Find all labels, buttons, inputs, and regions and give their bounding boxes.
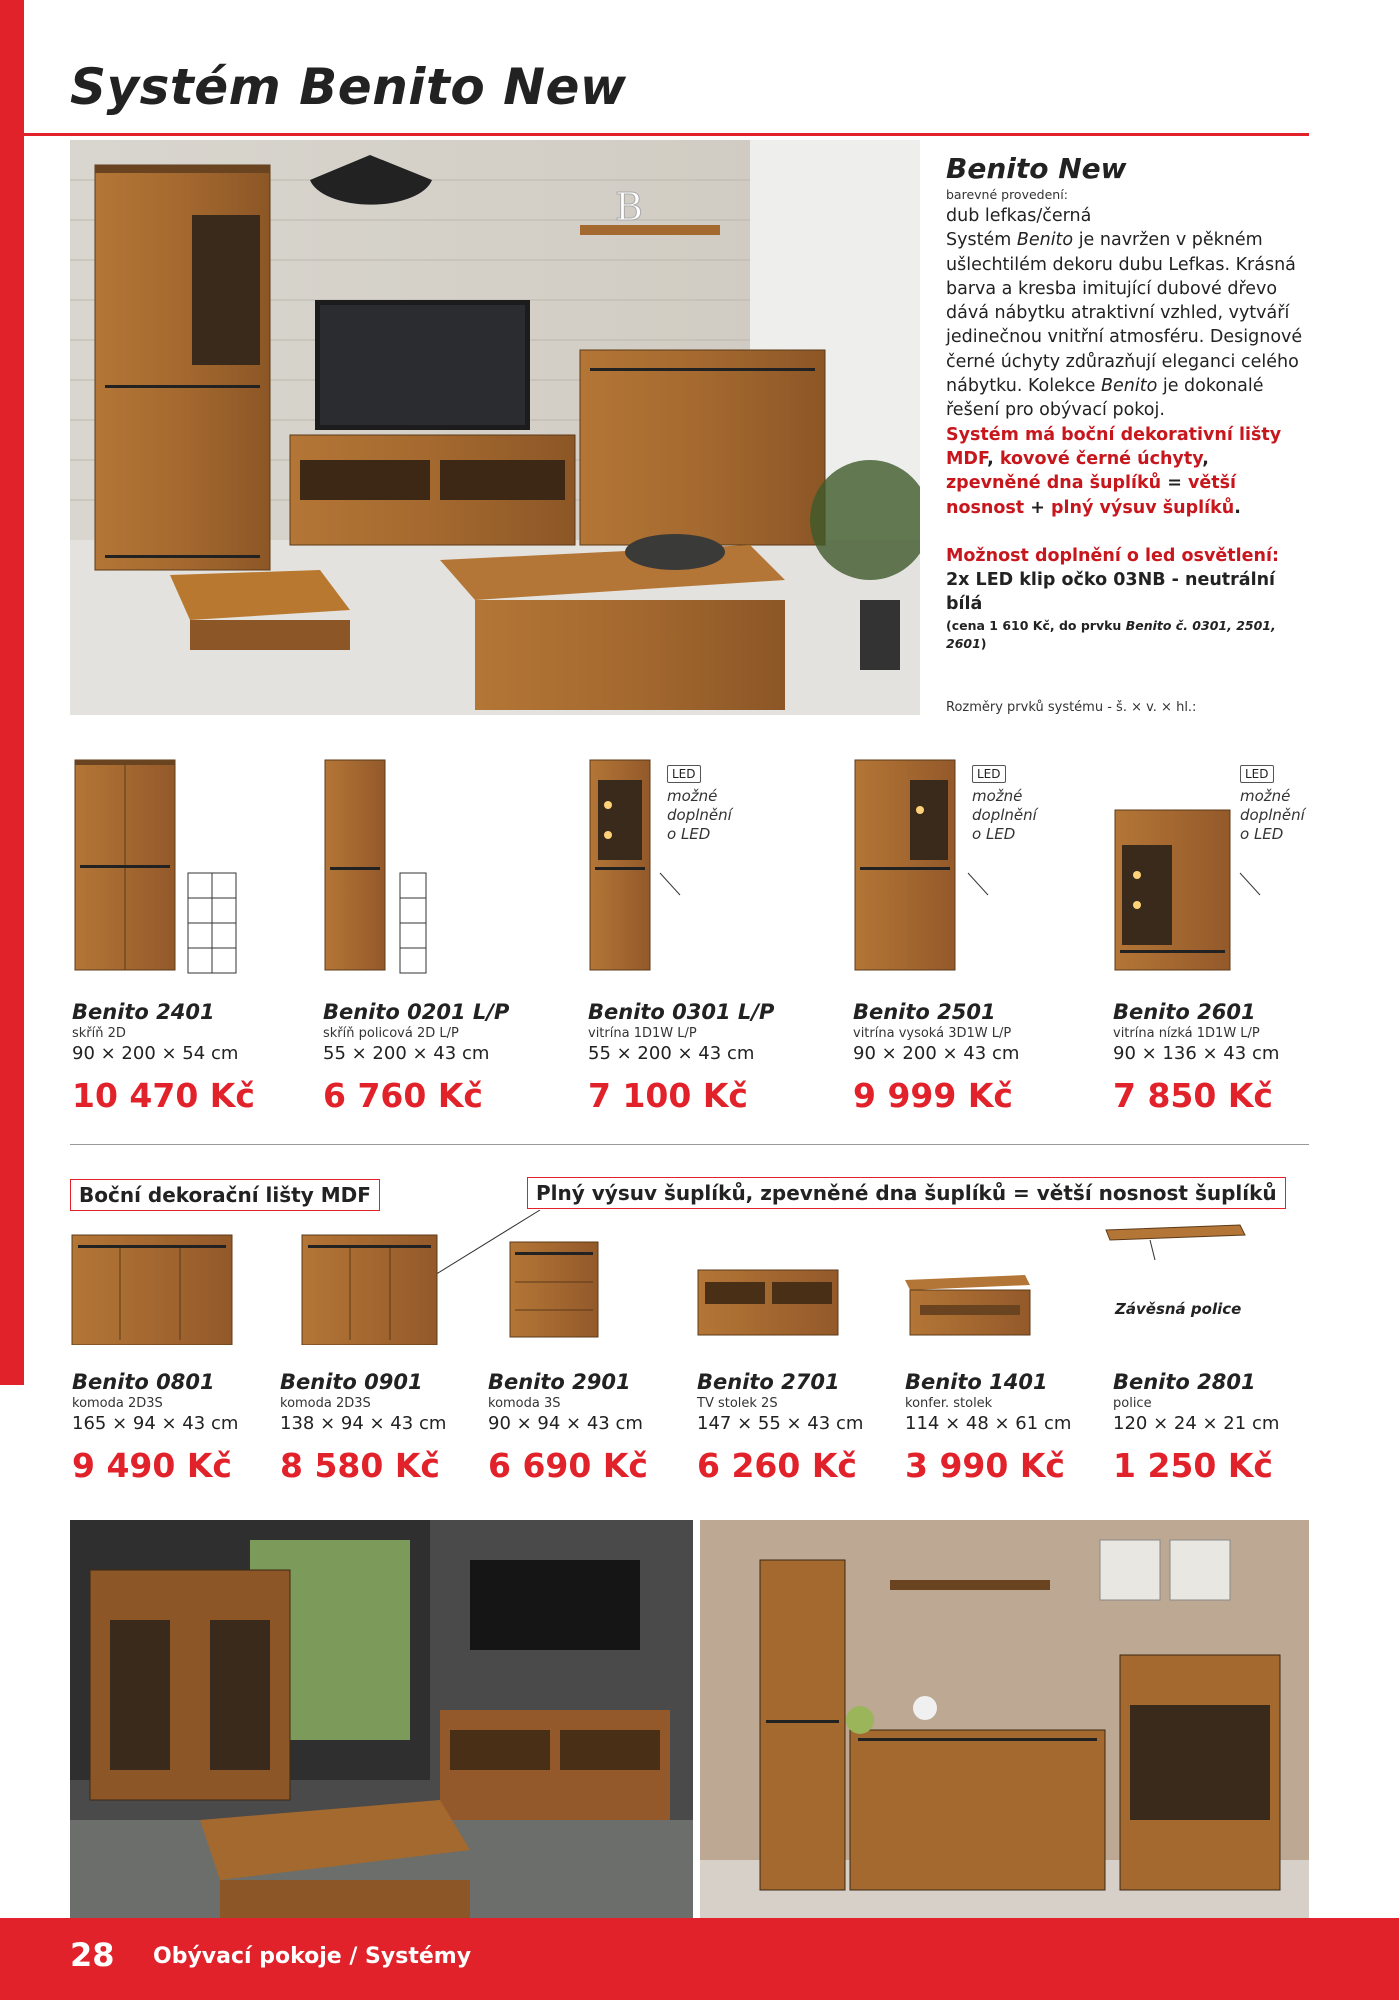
led-note-line: o LED	[972, 825, 1016, 843]
led-note-line: o LED	[1240, 825, 1284, 843]
product-description	[946, 152, 1306, 653]
led-note	[667, 787, 777, 844]
product-size: 114 × 48 × 61 cm	[905, 1413, 1072, 1434]
dimensions-note: Rozměry prvků systému - š. × v. × hl.:	[946, 700, 1197, 715]
product-type: konfer. stolek	[905, 1396, 993, 1411]
product-type: skříň policová 2D L/P	[323, 1026, 459, 1041]
led-heading: Možnost doplnění o led osvětlení:	[946, 545, 1279, 566]
led-note-line: možné	[972, 787, 1023, 805]
product-price: 8 580 Kč	[280, 1446, 440, 1485]
product-image-2601	[1115, 810, 1260, 970]
title-divider	[24, 133, 1309, 136]
led-label: LED	[667, 765, 701, 783]
callout-drawers: Plný výsuv šuplíků, zpevněné dna šuplíků = větší nosnost šuplíků	[527, 1177, 1286, 1209]
description-paragraph	[946, 228, 1306, 422]
product-size: 55 × 200 × 43 cm	[588, 1043, 755, 1064]
led-label: LED	[1240, 765, 1274, 783]
led-item: 2x LED klip očko 03NB - neutrální bílá	[946, 570, 1276, 615]
room-photo-left	[70, 1520, 693, 1918]
product-name: Benito 2401	[72, 1000, 215, 1024]
room-photo-right	[700, 1520, 1309, 1918]
product-price: 6 760 Kč	[323, 1076, 483, 1115]
text-run: je navržen v pěkném ušlechtilém dekoru dubu Lefkas. Krásná barva a kresba imitující dubové dřevo dává nábytku atraktivní vzhled, vytváří jedinečnou vnitřní atmosféru. Designové černé úchyty zdůrazňují eleganci celého nábytku. Kolekce	[946, 230, 1303, 397]
product-name: Benito 0901	[280, 1370, 423, 1394]
product-image-0801	[72, 1235, 232, 1345]
description-heading: Benito New	[946, 152, 1127, 185]
text-run: Systém	[946, 230, 1017, 251]
product-size: 55 × 200 × 43 cm	[323, 1043, 490, 1064]
led-badge-0301	[667, 763, 777, 844]
led-note-line: možné	[667, 787, 718, 805]
text-run: je dokonalé řešení pro obývací pokoj.	[946, 376, 1264, 421]
text-run: Systém má boční dekorativní lišty MDF	[946, 424, 1282, 469]
product-card-2401	[72, 1000, 312, 1115]
product-type: vitrína nízká 1D1W L/P	[1113, 1026, 1260, 1041]
product-card-0301	[588, 1000, 828, 1115]
product-name: Benito 2701	[697, 1370, 840, 1394]
product-type: vitrína vysoká 3D1W L/P	[853, 1026, 1012, 1041]
product-image-0901	[302, 1235, 437, 1345]
text-run-italic: Benito	[1100, 376, 1158, 397]
product-card-2901	[488, 1370, 728, 1485]
led-badge-2601	[1240, 763, 1350, 844]
svg-text:B: B	[615, 185, 643, 229]
row2-product-images	[70, 1210, 1320, 1345]
footer-bar	[0, 1918, 1399, 2000]
product-card-2701	[697, 1370, 937, 1485]
text-run: větší nosnost	[946, 473, 1237, 518]
text-run-italic: Benito	[1016, 230, 1074, 251]
feature-highlight: Systém má boční dekorativní lišty MDF, kovové černé úchyty, zpevněné dna šuplíků = větší nosnost + plný výsuv šuplíků.	[946, 424, 1282, 518]
product-price: 6 690 Kč	[488, 1446, 648, 1485]
led-price-note	[946, 617, 1306, 653]
product-price: 3 990 Kč	[905, 1446, 1065, 1485]
product-price: 7 100 Kč	[588, 1076, 748, 1115]
product-image-0201	[325, 760, 426, 973]
product-name: Benito 0801	[72, 1370, 215, 1394]
product-price: 10 470 Kč	[72, 1076, 255, 1115]
text-run: plný výsuv šuplíků	[1051, 497, 1235, 518]
product-price: 1 250 Kč	[1113, 1446, 1273, 1485]
product-card-2501	[853, 1000, 1093, 1115]
product-image-2801	[1106, 1225, 1245, 1260]
product-name: Benito 2501	[853, 1000, 996, 1024]
product-type: skříň 2D	[72, 1026, 126, 1041]
side-accent-bar	[0, 0, 24, 1385]
product-size: 90 × 200 × 54 cm	[72, 1043, 239, 1064]
product-price: 7 850 Kč	[1113, 1076, 1273, 1115]
product-card-0801	[72, 1370, 312, 1485]
text-run: )	[980, 635, 987, 651]
callout-side-trim: Boční dekorační lišty MDF	[70, 1179, 380, 1211]
product-type: komoda 3S	[488, 1396, 561, 1411]
product-type: police	[1113, 1396, 1152, 1411]
text-run-italic: Benito č. 0301, 2501, 2601	[946, 617, 1276, 651]
product-image-2401	[75, 760, 236, 973]
product-image-1401	[905, 1275, 1030, 1335]
product-card-1401	[905, 1370, 1145, 1485]
product-size: 120 × 24 × 21 cm	[1113, 1413, 1280, 1434]
text-run: kovové černé úchyty	[999, 448, 1203, 469]
product-card-0201	[323, 1000, 563, 1115]
led-badge-2501	[972, 763, 1082, 844]
product-size: 165 × 94 × 43 cm	[72, 1413, 239, 1434]
page-number: 28	[70, 1936, 115, 1974]
text-run: (cena 1 610 Kč, do prvku	[946, 617, 1126, 633]
product-type: vitrína 1D1W L/P	[588, 1026, 697, 1041]
product-image-2901	[510, 1242, 598, 1337]
led-note	[972, 787, 1082, 844]
product-image-2501	[855, 760, 988, 970]
product-card-2601	[1113, 1000, 1353, 1115]
color-value: dub lefkas/černá	[946, 206, 1092, 226]
led-note-line: o LED	[667, 825, 711, 843]
section-name: Obývací pokoje / Systémy	[153, 1944, 472, 1969]
product-card-2801	[1113, 1370, 1353, 1485]
product-price: 9 490 Kč	[72, 1446, 232, 1485]
led-note-line: doplnění	[972, 806, 1037, 824]
product-card-0901	[280, 1370, 520, 1485]
led-note-line: doplnění	[1240, 806, 1305, 824]
product-price: 6 260 Kč	[697, 1446, 857, 1485]
product-name: Benito 0201 L/P	[323, 1000, 510, 1024]
product-name: Benito 2601	[1113, 1000, 1256, 1024]
color-label: barevné provedení:	[946, 187, 1068, 202]
section-divider	[70, 1144, 1309, 1145]
led-note	[1240, 787, 1350, 844]
product-type: TV stolek 2S	[697, 1396, 778, 1411]
product-image-2701	[698, 1270, 838, 1335]
product-name: Benito 2901	[488, 1370, 631, 1394]
product-size: 138 × 94 × 43 cm	[280, 1413, 447, 1434]
product-size: 90 × 200 × 43 cm	[853, 1043, 1020, 1064]
hero-room-photo	[70, 140, 920, 715]
product-type: komoda 2D3S	[280, 1396, 371, 1411]
product-name: Benito 1401	[905, 1370, 1048, 1394]
led-note-line: doplnění	[667, 806, 732, 824]
product-size: 90 × 136 × 43 cm	[1113, 1043, 1280, 1064]
shelf-caption: Závěsná police	[1115, 1300, 1242, 1318]
page-title: Systém Benito New	[70, 58, 627, 116]
led-note-line: možné	[1240, 787, 1291, 805]
text-run: zpevněné dna šuplíků	[946, 473, 1162, 494]
led-label: LED	[972, 765, 1006, 783]
product-size: 90 × 94 × 43 cm	[488, 1413, 643, 1434]
product-price: 9 999 Kč	[853, 1076, 1013, 1115]
product-type: komoda 2D3S	[72, 1396, 163, 1411]
product-name: Benito 2801	[1113, 1370, 1256, 1394]
product-size: 147 × 55 × 43 cm	[697, 1413, 864, 1434]
product-name: Benito 0301 L/P	[588, 1000, 775, 1024]
